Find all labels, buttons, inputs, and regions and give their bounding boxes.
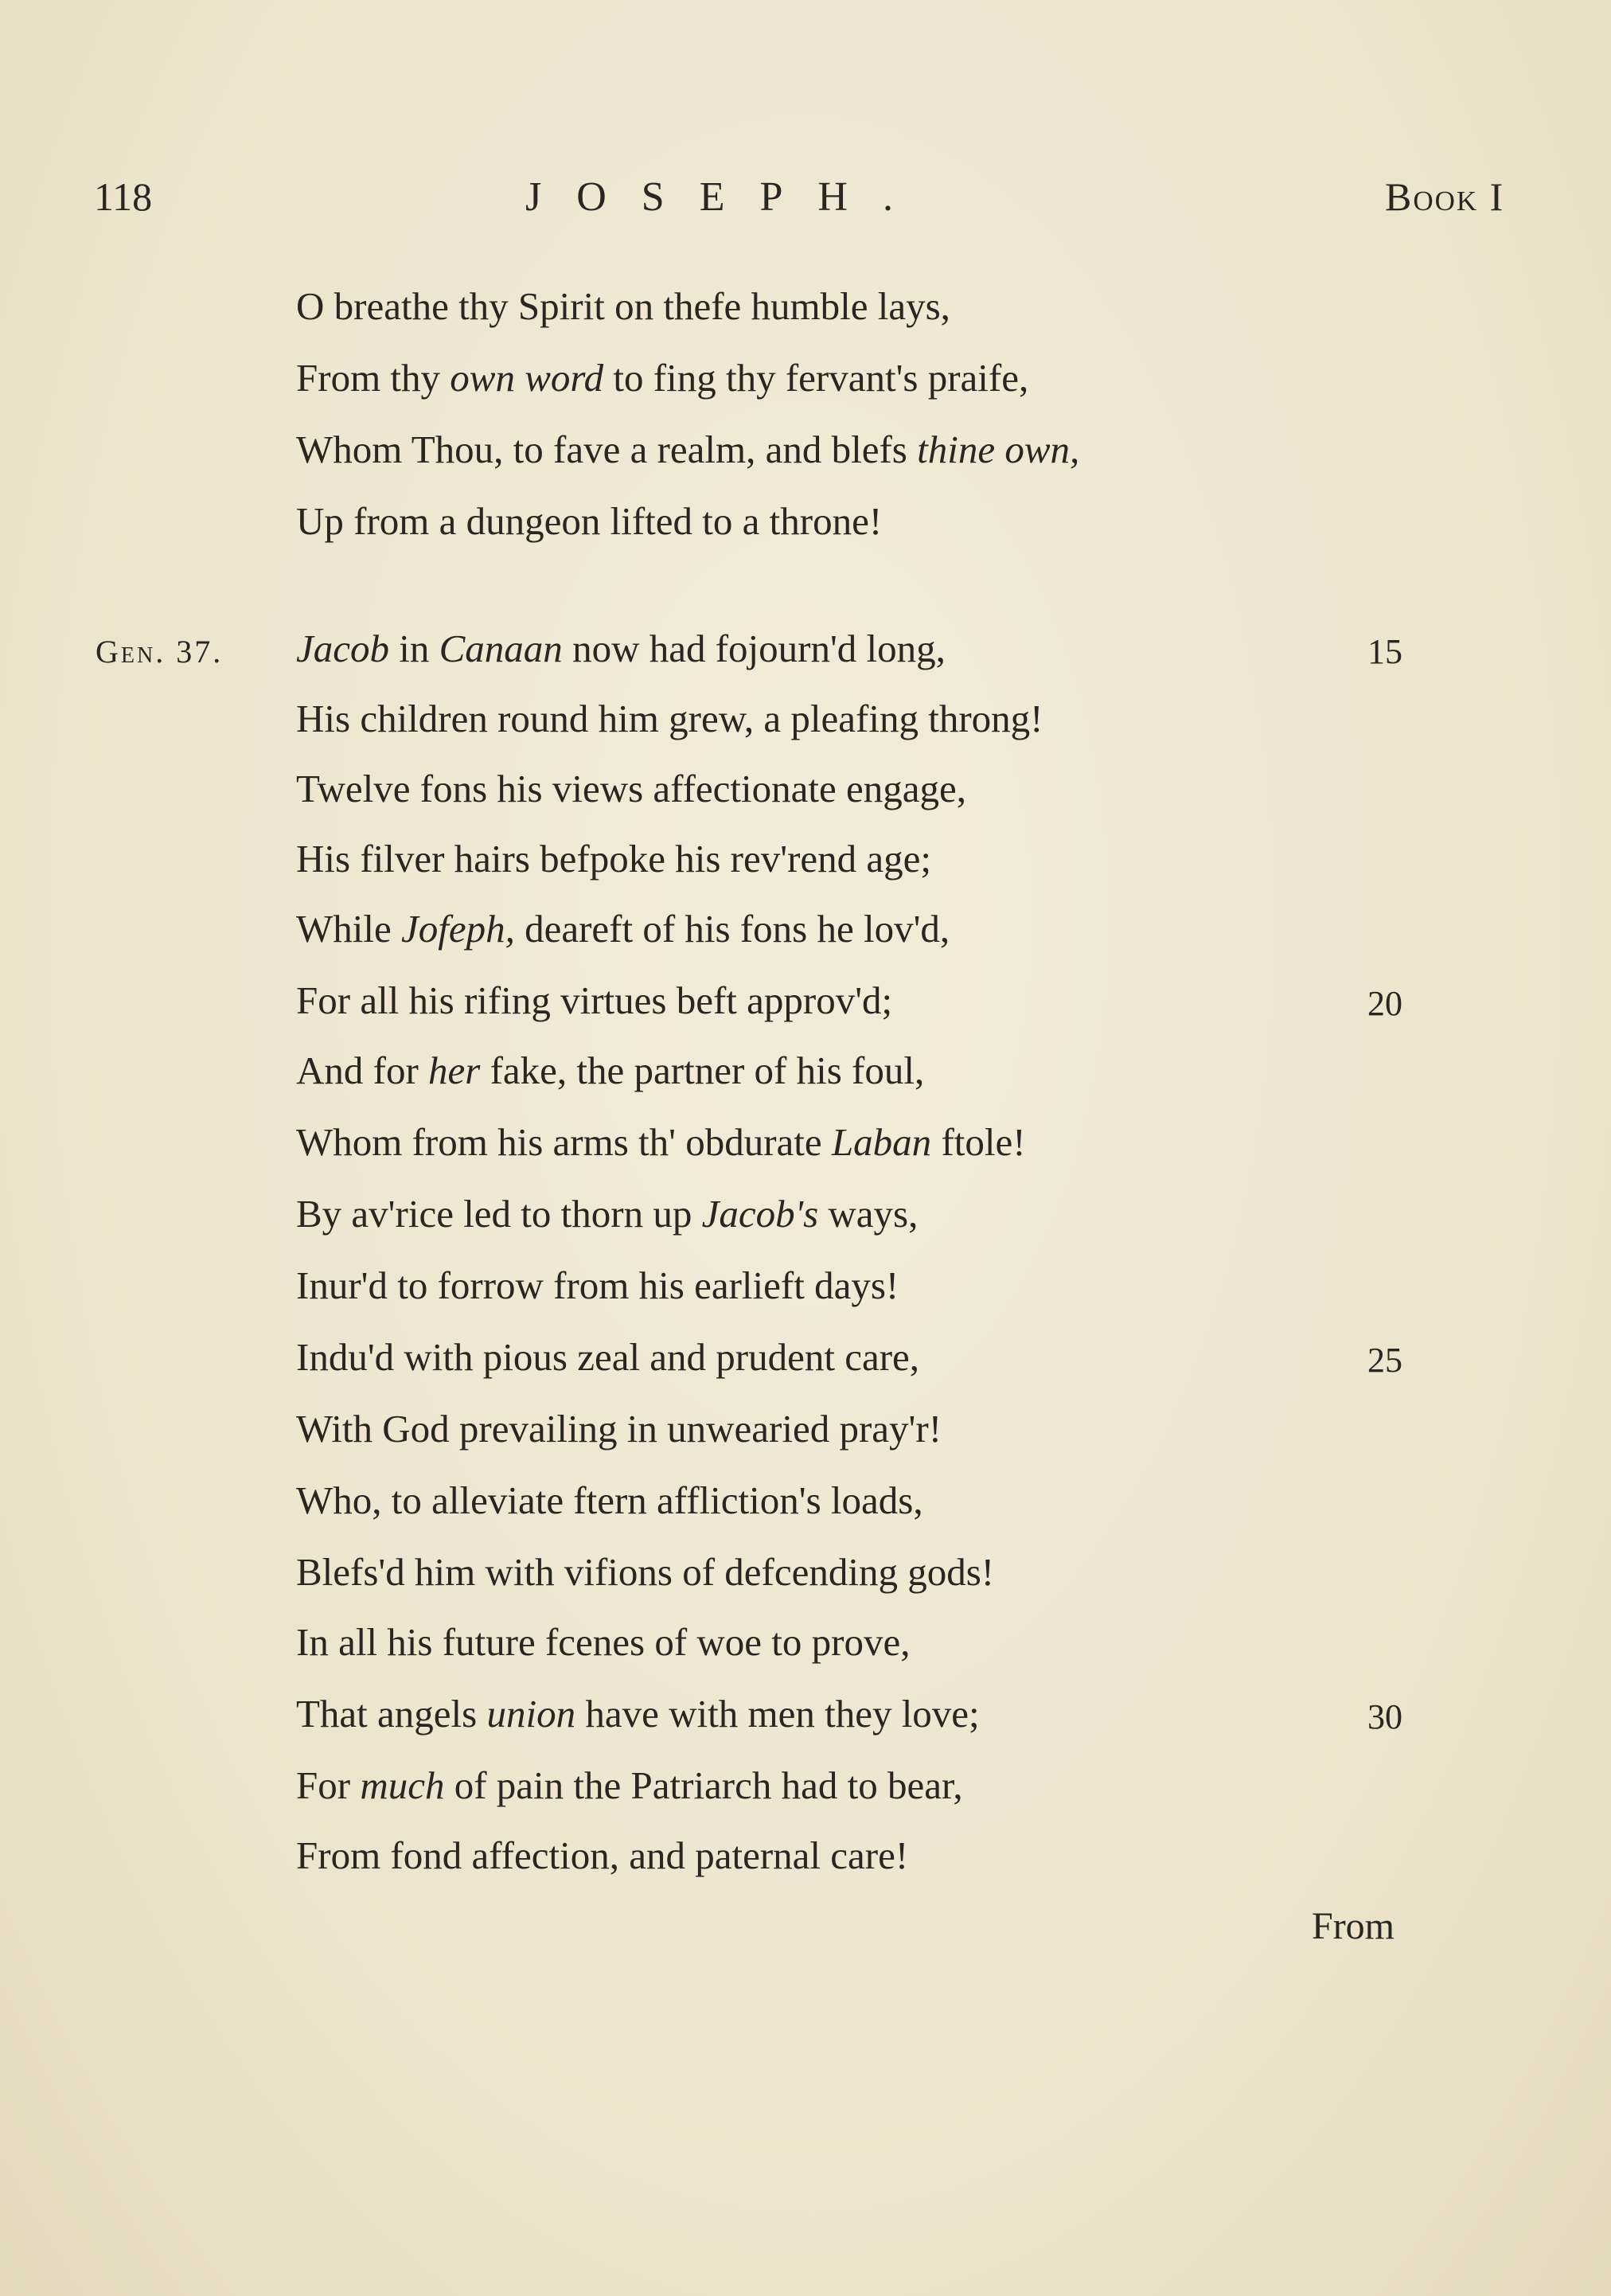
catchword: From (1312, 1905, 1395, 1947)
line-number: 20 (1367, 984, 1402, 1023)
poem-line: And for her fake, the partner of his foul, (296, 1048, 925, 1092)
poem-line: Inur'd to forrow from his earlieft days! (296, 1263, 899, 1307)
poem-line: By av'rice led to thorn up Jacob's ways, (296, 1192, 919, 1236)
line-number: 15 (1367, 632, 1402, 671)
poem-line: His children round him grew, a pleafing throng! (296, 697, 1043, 740)
poem-line: Indu'd with pious zeal and prudent care, (296, 1335, 920, 1379)
page-number: 118 (94, 174, 153, 219)
poem-line: Who, to alleviate ftern affliction's loads, (296, 1478, 923, 1522)
poem-line: Up from a dungeon lifted to a throne! (296, 499, 883, 543)
page-header (0, 174, 1611, 229)
poem-line: Blefs'd him with vifions of defcending gods! (296, 1550, 995, 1594)
poem-line: With God prevailing in unwearied pray'r! (296, 1407, 942, 1451)
poem-line: Jacob in Canaan now had fojourn'd long, (296, 627, 946, 670)
running-title: JOSEPH. (525, 174, 928, 220)
poem-line: That angels union have with men they love; (296, 1692, 980, 1736)
poem-line: In all his future fcenes of woe to prove, (296, 1620, 911, 1664)
poem-line: Twelve fons his views affectionate engage, (296, 767, 966, 810)
line-number: 25 (1367, 1341, 1402, 1380)
poem-line: His filver hairs befpoke his rev'rend age; (296, 837, 931, 881)
line-number: 30 (1367, 1697, 1402, 1736)
margin-note-scripture-reference: Gen. 37. (96, 634, 224, 670)
poem-line: From thy own word to fing thy fervant's praife, (296, 356, 1029, 400)
poem-line: O breathe thy Spirit on thefe humble lays, (296, 284, 950, 328)
poem-line: For all his rifing virtues beft approv'd; (296, 978, 893, 1022)
book-label: Book I (1385, 174, 1505, 219)
poem-line: From fond affection, and paternal care! (296, 1833, 909, 1877)
poem-line: For much of pain the Patriarch had to bear, (296, 1763, 963, 1807)
poem-line: Whom Thou, to fave a realm, and blefs thine own, (296, 428, 1080, 471)
poem-line: While Jofeph, deareft of his fons he lov'd, (296, 907, 950, 951)
poem-line: Whom from his arms th' obdurate Laban ftole! (296, 1120, 1026, 1164)
